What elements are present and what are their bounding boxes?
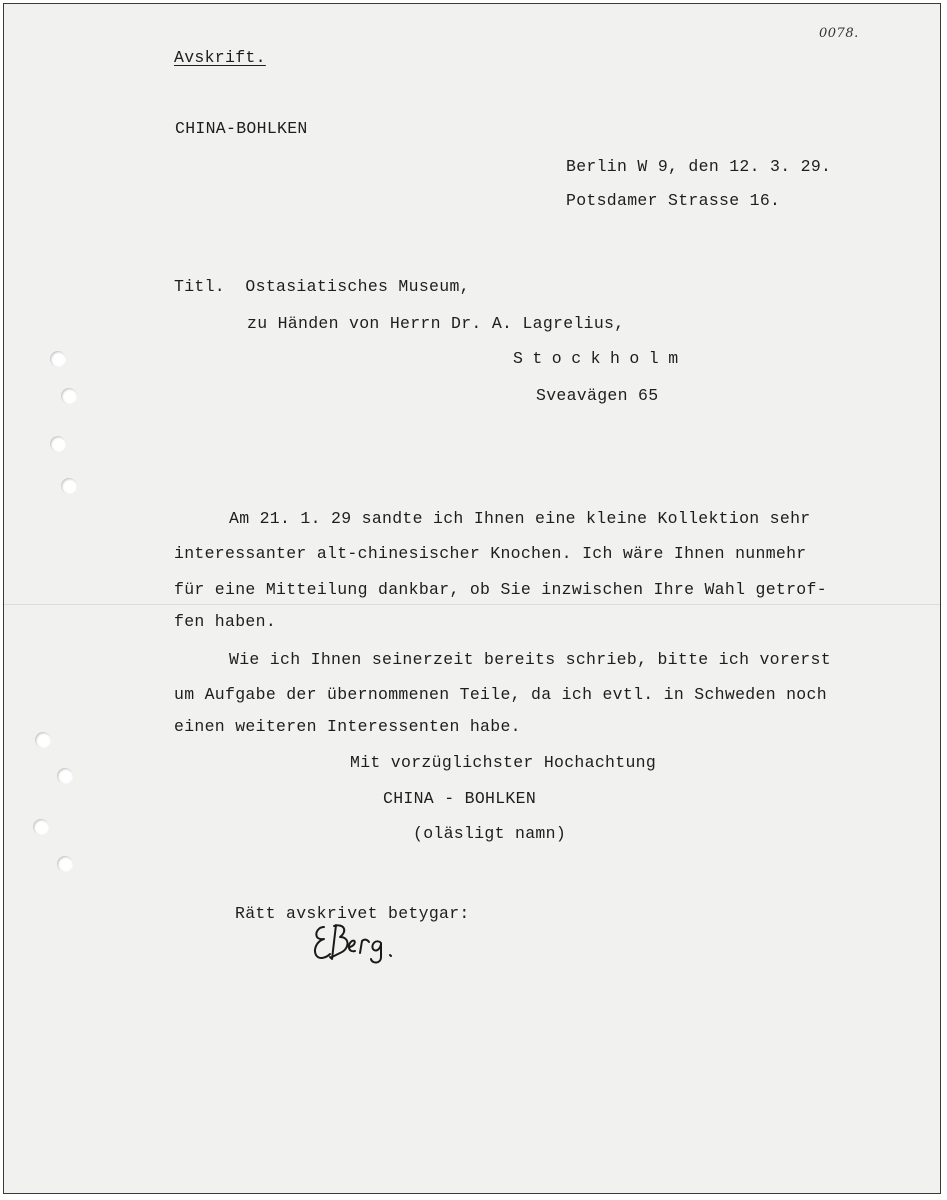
- body-line: einen weiteren Interessenten habe.: [174, 717, 521, 736]
- punch-hole: [50, 436, 66, 452]
- punch-hole: [61, 388, 77, 404]
- letterhead: CHINA-BOHLKEN: [175, 119, 308, 138]
- closing-salutation: Mit vorzüglichster Hochachtung: [350, 753, 657, 772]
- handwritten-signature: [310, 917, 410, 965]
- page-number: 0078.: [819, 26, 859, 41]
- place-date: Berlin W 9, den 12. 3. 29.: [566, 157, 832, 176]
- punch-hole: [61, 478, 77, 494]
- closing-note: (oläsligt namn): [413, 824, 567, 843]
- body-line: um Aufgabe der übernommenen Teile, da ich evtl. in Schweden noch: [174, 685, 827, 704]
- punch-hole: [35, 732, 51, 748]
- recipient-street: Sveavägen 65: [536, 386, 659, 405]
- document-heading: Avskrift.: [174, 48, 266, 67]
- body-line: Wie ich Ihnen seinerzeit bereits schrieb, bitte ich vorerst: [229, 650, 831, 669]
- body-line: fen haben.: [174, 612, 277, 631]
- punch-hole: [57, 768, 73, 784]
- sender-street: Potsdamer Strasse 16.: [566, 191, 781, 210]
- signature-drawing: [310, 917, 410, 965]
- recipient-line1: Titl. Ostasiatisches Museum,: [174, 277, 470, 296]
- punch-hole: [50, 351, 66, 367]
- body-line: Am 21. 1. 29 sandte ich Ihnen eine kleine Kollektion sehr: [229, 509, 811, 528]
- document-page: [3, 3, 941, 1194]
- recipient-city: Stockholm: [513, 349, 688, 368]
- punch-hole: [57, 856, 73, 872]
- closing-company: CHINA - BOHLKEN: [383, 789, 537, 808]
- body-line: für eine Mitteilung dankbar, ob Sie inzwischen Ihre Wahl getrof-: [174, 580, 827, 599]
- fold-crease: [4, 604, 940, 605]
- recipient-line2: zu Händen von Herrn Dr. A. Lagrelius,: [247, 314, 625, 333]
- certification-label: Rätt avskrivet betygar:: [235, 904, 470, 923]
- punch-hole: [33, 819, 49, 835]
- body-line: interessanter alt-chinesischer Knochen. Ich wäre Ihnen nunmehr: [174, 544, 807, 563]
